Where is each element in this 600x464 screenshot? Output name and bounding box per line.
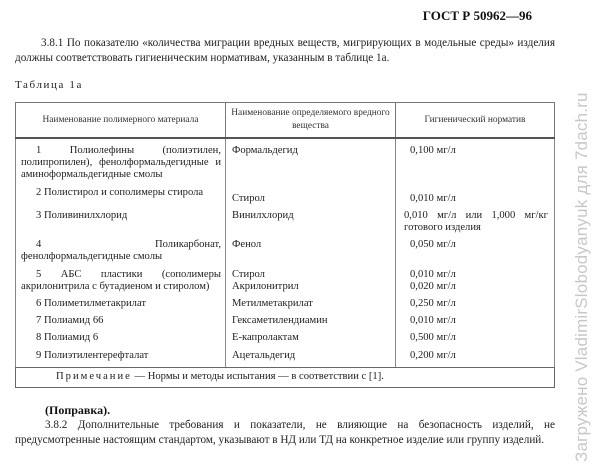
header-material: Наименование полимерного материала: [16, 103, 226, 139]
substance-cell: Е-капролактам: [226, 332, 396, 349]
norm-cell: [396, 269, 555, 298]
table-header-row: [16, 103, 555, 139]
table-row: [16, 298, 555, 315]
note-text: — Нормы и методы испытания — в соответствии с [1].: [131, 370, 384, 382]
table-row: [16, 187, 555, 210]
norm-acrylonitrile: 0,020 мг/л: [410, 280, 456, 292]
material-cell: 1 Полиолефины (полиэтилен, полипропилен), фенолформальдегидные и аминоформальдегидные смолы: [16, 138, 226, 187]
table-row: [16, 138, 555, 187]
table-note: [16, 367, 555, 387]
norm-styrene: 0,010 мг/л: [410, 268, 456, 280]
paragraph-3-8-2: 3.8.2 Дополнительные требования и показатели, не влияющие на безопасность изделий, не предусмотренные настоящим стандартом, указывают в НД или ТД на конкретное изделие или группу изделий.: [15, 419, 555, 446]
substance-cell: Метилметакрилат: [226, 298, 396, 315]
substance-cell: [226, 269, 396, 298]
standard-number: ГОСТ Р 50962—96: [422, 8, 532, 23]
table-row: [16, 269, 555, 298]
material-cell: 6 Полиметилметакрилат: [16, 298, 226, 315]
norm-cell: 0,010 мг/л: [396, 187, 555, 210]
amendment-label: (Поправка).: [45, 403, 111, 417]
norm-cell: 0,500 мг/л: [396, 332, 555, 349]
table-row: [16, 315, 555, 332]
material-cell: 3 Поливинилхлорид: [16, 210, 226, 239]
material-cell: 5 АБС пластики (сополимеры акрилонитрила с бутадиеном и стиролом): [16, 269, 226, 298]
header-norm: Гигиенический норматив: [396, 103, 555, 139]
table-row: [16, 332, 555, 349]
watermark: Загружено VladimirSlobodyanyuk для 7dach.ru: [572, 92, 591, 462]
material-cell: 7 Полиамид 66: [16, 315, 226, 332]
norm-cell: 0,200 мг/л: [396, 350, 555, 368]
substance-cell: Формальдегид: [226, 138, 396, 187]
substance-cell: Гексаметилендиамин: [226, 315, 396, 332]
norm-cell: 0,010 мг/л: [396, 315, 555, 332]
substance-cell: Фенол: [226, 239, 396, 268]
table-row: [16, 210, 555, 239]
substance-cell: Винилхлорид: [226, 210, 396, 239]
paragraph-3-8-1: 3.8.1 По показателю «количества миграции вредных веществ, мигрирующих в модельные среды» изделия должны соответствовать гигиеническим нормативам, указанным в таблице 1а.: [15, 37, 555, 64]
norm-cell: 0,100 мг/л: [396, 138, 555, 187]
norm-cell: 0,050 мг/л: [396, 239, 555, 268]
norm-cell: 0,010 мг/л или 1,000 мг/кг готового изделия: [396, 210, 555, 239]
table-note-row: [16, 367, 555, 387]
material-cell: 2 Полистирол и сополимеры стирола: [16, 187, 226, 210]
substance-styrene: Стирол: [232, 268, 265, 280]
table-caption: Таблица 1а: [15, 79, 83, 91]
substance-cell: Ацетальдегид: [226, 350, 396, 368]
hygiene-norms-table: [15, 102, 555, 388]
note-label: Примечание: [56, 370, 132, 382]
header-substance: Наименование определяемого вредного вещества: [226, 103, 396, 139]
table-row: [16, 350, 555, 368]
material-cell: 9 Полиэтилентерефталат: [16, 350, 226, 368]
substance-acrylonitrile: Акрилонитрил: [232, 280, 299, 292]
material-cell: 4 Поликарбонат, фенолформальдегидные смолы: [16, 239, 226, 268]
material-cell: 8 Полиамид 6: [16, 332, 226, 349]
table-row: [16, 239, 555, 268]
substance-cell: Стирол: [226, 187, 396, 210]
norm-cell: 0,250 мг/л: [396, 298, 555, 315]
